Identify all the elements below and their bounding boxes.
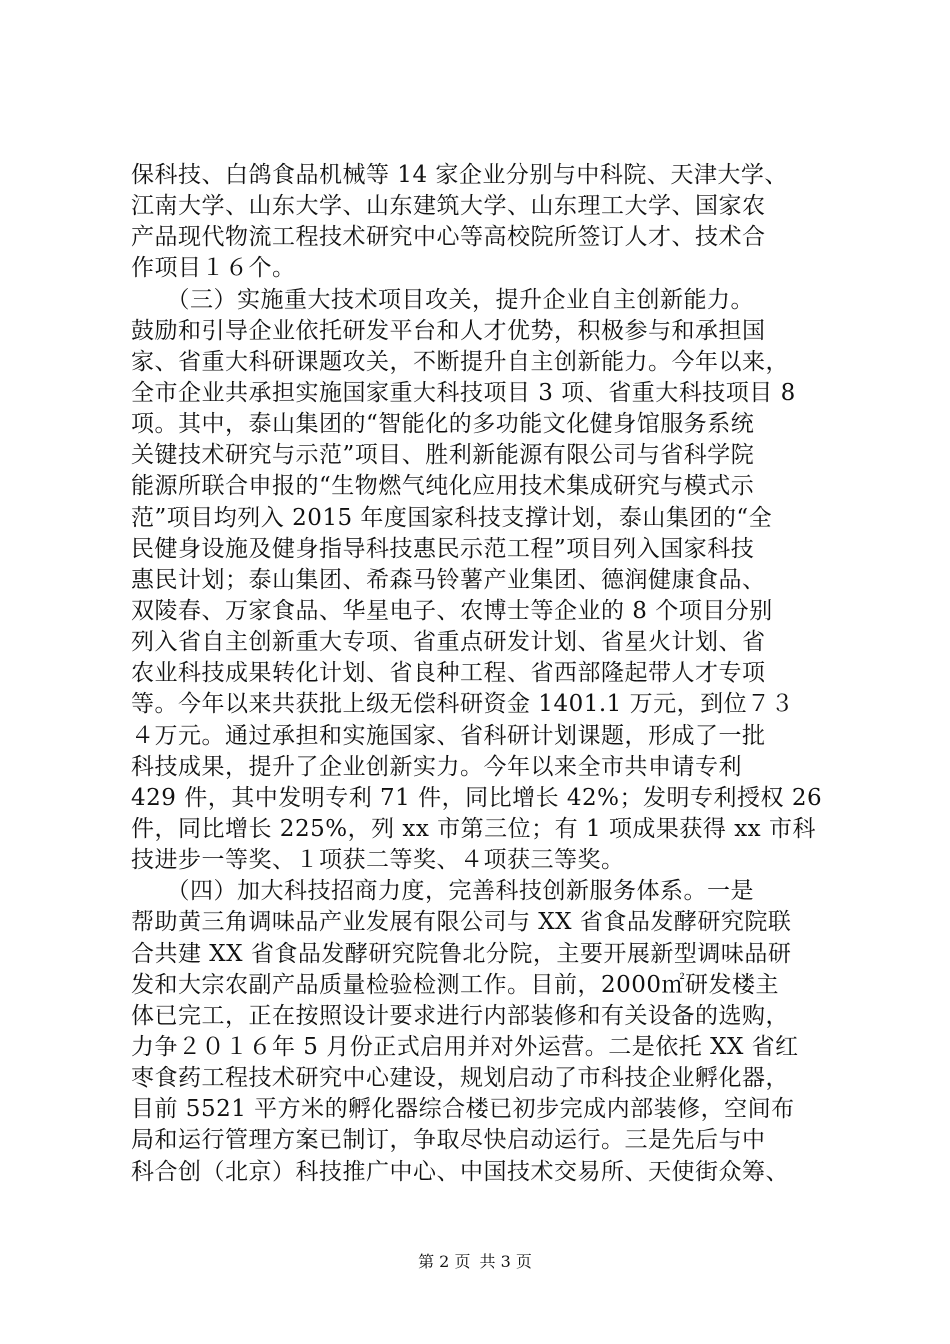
text-line: 农业科技成果转化计划、省良种工程、省西部隆起带人才专项 xyxy=(131,660,766,687)
text-line: 局和运行管理方案已制订，争取尽快启动运行。三是先后与中 xyxy=(131,1127,766,1154)
text-line: 力争２０１６年 5 月份正式启用并对外运营。二是依托 XX 省红 xyxy=(131,1033,799,1060)
text-line: 件，同比增长 225%，列 xx 市第三位；有 1 项成果获得 xx 市科 xyxy=(131,815,816,842)
text-line: 科合创（北京）科技推广中心、中国技术交易所、天使街众筹、 xyxy=(131,1158,789,1185)
text-line: 鼓励和引导企业依托研发平台和人才优势，积极参与和承担国 xyxy=(131,317,766,344)
text-line: 关键技术研究与示范”项目、胜利新能源有限公司与省科学院 xyxy=(131,442,755,469)
text-line: 帮助黄三角调味品产业发展有限公司与 XX 省食品发酵研究院联 xyxy=(131,909,792,936)
text-line: （三）实施重大技术项目攻关，提升企业自主创新能力。 xyxy=(131,286,754,313)
text-line: 全市企业共承担实施国家重大科技项目 3 项、省重大科技项目 8 xyxy=(131,379,796,406)
text-line: 惠民计划；泰山集团、希森马铃薯产业集团、德润健康食品、 xyxy=(131,566,766,593)
text-line: 合共建 XX 省食品发酵研究院鲁北分院，主要开展新型调味品研 xyxy=(131,940,792,967)
text-line: 范”项目均列入 2015 年度国家科技支撑计划，泰山集团的“全 xyxy=(131,504,773,531)
text-line: 项。其中，泰山集团的“智能化的多功能文化健身馆服务系统 xyxy=(131,411,755,438)
text-line: 列入省自主创新重大专项、省重点研发计划、省星火计划、省 xyxy=(131,629,766,656)
text-line: 科技成果，提升了企业创新实力。今年以来全市共申请专利 xyxy=(131,753,742,780)
page-footer xyxy=(0,1252,950,1272)
text-line: 产品现代物流工程技术研究中心等高校院所签订人才、技术合 xyxy=(131,224,766,251)
text-line: 能源所联合申报的“生物燃气纯化应用技术集成研究与模式示 xyxy=(131,473,755,500)
body-text xyxy=(131,160,825,1188)
text-line: 江南大学、山东大学、山东建筑大学、山东理工大学、国家农 xyxy=(131,193,766,220)
text-line: 保科技、白鸽食品机械等 14 家企业分别与中科院、天津大学、 xyxy=(131,162,788,188)
text-line: 429 件，其中发明专利 71 件，同比增长 42%；发明专利授权 26 xyxy=(131,784,823,811)
text-line: 目前 5521 平方米的孵化器综合楼已初步完成内部装修，空间布 xyxy=(131,1096,795,1123)
text-line: ４万元。通过承担和实施国家、省科研计划课题，形成了一批 xyxy=(131,722,766,749)
text-line: 枣食药工程技术研究中心建设，规划启动了市科技企业孵化器， xyxy=(131,1065,789,1092)
text-line: 作项目１６个。 xyxy=(131,255,296,282)
text-line: 发和大宗农副产品质量检验检测工作。目前，2000㎡研发楼主 xyxy=(131,971,780,998)
text-line: 体已完工，正在按照设计要求进行内部装修和有关设备的选购， xyxy=(131,1002,789,1029)
text-line: 技进步一等奖、１项获二等奖、４项获三等奖。 xyxy=(131,847,625,874)
page-number-current: 第 2 页 xyxy=(418,1252,471,1271)
page-number-total: 共 3 页 xyxy=(479,1252,532,1271)
text-line: （四）加大科技招商力度，完善科技创新服务体系。一是 xyxy=(131,878,754,905)
text-line: 双陵春、万家食品、华星电子、农博士等企业的 8 个项目分别 xyxy=(131,597,773,624)
text-line: 民健身设施及健身指导科技惠民示范工程”项目列入国家科技 xyxy=(131,535,755,562)
text-line: 家、省重大科研课题攻关，不断提升自主创新能力。今年以来， xyxy=(131,348,789,375)
text-line: 等。今年以来共获批上级无偿科研资金 1401.1 万元，到位７３ xyxy=(131,691,795,718)
